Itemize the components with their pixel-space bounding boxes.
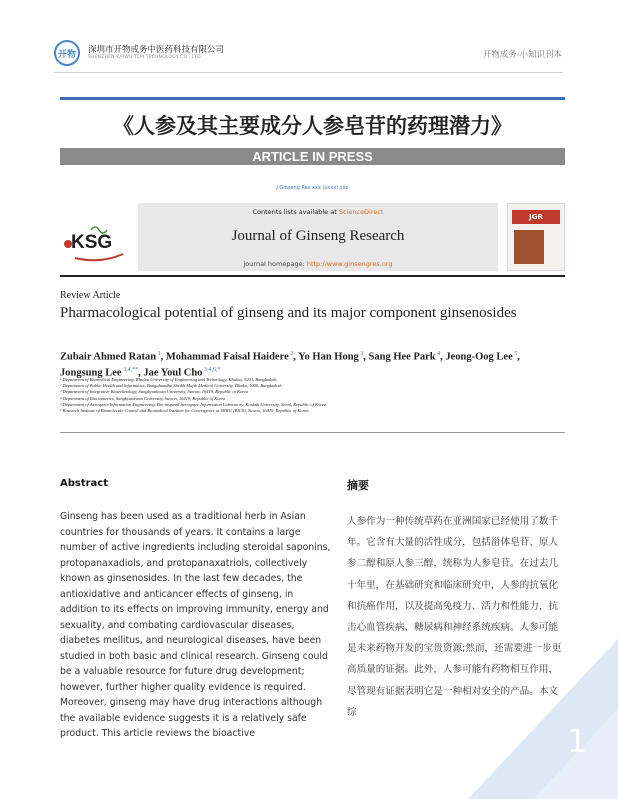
abstract-heading-en: Abstract	[60, 478, 109, 489]
author-name: Sang Hee Park	[368, 351, 436, 363]
author-affiliation-marker: 3,4,6,*	[202, 366, 221, 373]
author-affiliation-marker: 4	[435, 351, 441, 357]
affiliation-item: ⁶ Research Institute of Biomolecule Control and Biomedical Institute for Convergence at SKKU (BICS), Suwon, 16419, Republic of Korea	[60, 408, 309, 414]
affiliation-list	[60, 377, 560, 414]
journal-cover	[507, 203, 565, 271]
ksg-logo-text: KSG	[71, 232, 113, 253]
contents-prefix: Contents lists available at	[252, 208, 339, 216]
author-name: Yo Han Hong	[298, 351, 359, 363]
journal-header-box	[138, 203, 498, 271]
company-name-cn: 深圳市开物成务中医药科技有限公司	[88, 45, 225, 55]
company-logo	[54, 40, 80, 66]
abstract-heading-cn: 摘要	[347, 479, 369, 492]
corner-decoration	[438, 619, 618, 799]
author-affiliation-marker: 3	[358, 351, 364, 357]
author-affiliation-marker: 3,4,**	[121, 366, 139, 373]
journal-name: Journal of Ginseng Research	[231, 228, 405, 244]
author-name: Mohammad Faisal Haidere	[165, 351, 289, 363]
affiliation-rule	[60, 432, 565, 433]
author-affiliation-marker: 1	[156, 351, 161, 357]
author-affiliation-marker: 2	[288, 351, 294, 357]
author-affiliation-marker: 5	[512, 351, 518, 357]
homepage-link[interactable]: http://www.ginsengres.org	[306, 260, 393, 268]
affiliation-item: ⁵ Department of Aerospace Information Engineering, Bio-inspired Aerospace Information Laboratory, Konkuk University, Seoul, Republic of Korea	[60, 401, 327, 407]
journal-citation: J Ginseng Res xxx (xxxx) xxx	[276, 185, 349, 191]
page-number: 1	[567, 722, 588, 760]
author-name: Zubair Ahmed Ratan	[60, 351, 157, 363]
affiliation-item: ³ Department of Integrative Biotechnology, Sungkyunkwan University, Suwon, 16419, Republic of Korea	[60, 389, 249, 395]
affiliation-item: ⁴ Department of Biocosmetics, Sungkyunkwan University, Suwon, 16419, Republic of Korea	[60, 395, 226, 401]
affiliation-item: ¹ Department of Biomedical Engineering, Khulna University of Engineering and Technology, Khulna, 9203, Bangladesh	[60, 377, 277, 382]
author-name: Jeong-Oog Lee	[445, 351, 513, 363]
company-name-en: SHENZHEN KAIWU TCM TECHNOLOGY CO., LTD.	[88, 55, 203, 60]
journal-header-rule	[60, 275, 565, 277]
abstract-text-cn: 人参作为一种传统草药在亚洲国家已经使用了数千年。它含有大量的活性成分，包括甾体皂苷、原人参二醇和原人参三醇，统称为人参皂苷。在过去几十年里，在基础研究和临床研究中，人参的抗氧化和抗癌作用，以及提高免疫力、活力和性能力，抗击心血管疾病、糖尿病和神经系统疾病。人参可能是未来药物开发的宝贵资源;然而，还需要进一步更高质量的证据。此外，人参可能有药物相互作用，尽管现有证据表明它是一种相对安全的产品。本文综	[347, 516, 562, 718]
article-in-press-banner: ARTICLE IN PRESS	[60, 148, 565, 165]
journal-cover-label: JGR	[512, 210, 560, 224]
contents-line	[138, 208, 498, 216]
journal-homepage-line	[138, 260, 498, 268]
affiliation-item: ² Department of Public Health and Informatics, Bangabandhu Sheikh Mujib Medical University, Dhaka, 1000, Bangladesh	[60, 383, 282, 389]
author-name: Jae Youl Cho	[143, 367, 203, 378]
article-type: Review Article	[60, 290, 121, 301]
article-title: Pharmacological potential of ginseng and its major component ginsenosides	[60, 305, 517, 321]
header-divider	[54, 72, 563, 73]
sciencedirect-link[interactable]: ScienceDirect	[338, 208, 384, 216]
author-list: Zubair Ahmed Ratan $^1$, Mohammad Faisal Haidere $^2$, Yo Han Hong $^3$, Sang Hee Park $^4$, Jeong-Oog Lee $^5$, Jongsung Lee $^{3,4,**}$, Jae Youl Cho $^{3,4,6,*}$	[60, 351, 520, 378]
abstract-text-en: Ginseng has been used as a traditional herb in Asian countries for thousands of years. It contains a large number of active ingredients including steroidal saponins, protopanaxadiols, and protopanaxatriols, collectively known as ginsenosides. In the last few decades, the antioxidative and anticancer effects of ginseng, in addition to its effects on improving immunity, energy and sexuality, and combating cardiovascular diseases, diabetes mellitus, and neurological diseases, have been studied in both basic and clinical research. Ginseng could be a valuable resource for future drug development; however, further higher quality evidence is required. Moreover, ginseng may have drug interactions although the available evidence suggests it is a relatively safe product. This article reviews the bioactive	[60, 511, 331, 739]
title-top-rule	[60, 97, 565, 100]
homepage-prefix: journal homepage:	[243, 260, 307, 268]
journal-cover-image	[514, 230, 544, 264]
page-title: 《人参及其主要成分人参皂苷的药理潜力》	[113, 114, 512, 138]
ksg-logo	[61, 220, 131, 265]
header-right-text: 开物成务·小知识刊本	[482, 50, 562, 60]
author-name: Jongsung Lee	[60, 367, 122, 378]
company-logo-text: 开物	[57, 49, 76, 60]
